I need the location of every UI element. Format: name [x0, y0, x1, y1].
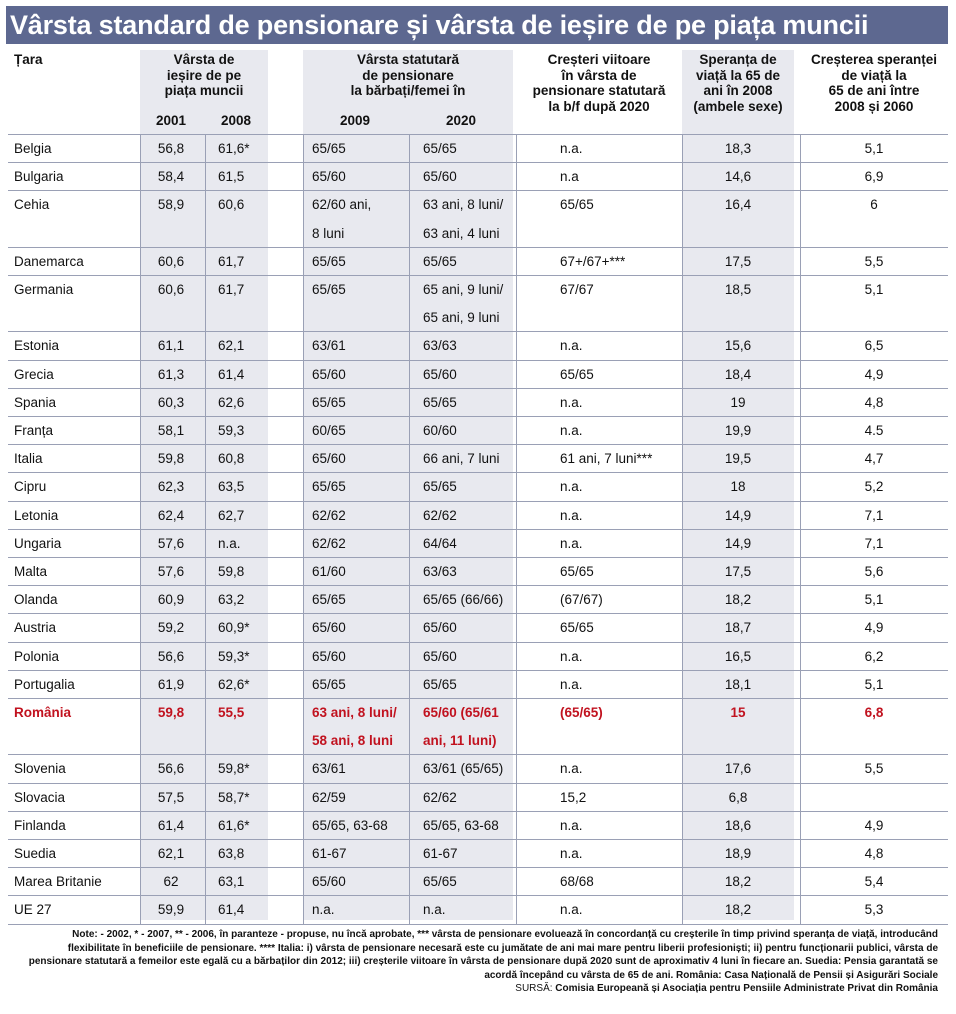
cell-s2009: 65/60	[312, 620, 346, 636]
cell-growth: 5,4	[864, 874, 884, 890]
cell-s2009: 62/62	[312, 507, 346, 523]
note-line: flexibilitate în beneficiile de pensionare. **** Italia: i) vârsta de pensionare necesară este cu jumătate de ani mai mare pentru liberii profesioniști; ii) pentru funcționarii publici, vârsta de	[67, 942, 938, 954]
header-life-expectancy: Speranța de viață la 65 de ani în 2008 (ambele sexe)	[693, 52, 783, 114]
cell-country: Estonia	[14, 338, 60, 354]
cell-s2020: 65/65	[423, 676, 457, 692]
cell-future: 65/65	[560, 197, 594, 213]
header-future: Creșteri viitoare în vârsta de pensionare statutară la b/f după 2020	[532, 52, 666, 114]
cell-country: Malta	[14, 564, 48, 579]
row-divider	[8, 162, 948, 163]
cell-s2009: 65/60	[312, 451, 346, 467]
note-line: pensionare statutară a femeilor este egală cu a bărbaților din 2012; iii) creșterile viitoare în vârsta de pensionare după 2020 sunt de aproximativ 4 luni în fiecare an. Suedia: Pensia garantată se	[28, 956, 938, 967]
notes	[12, 928, 938, 996]
cell-e2001: 60,6	[157, 282, 185, 297]
cell-s2020: 65/65	[423, 874, 457, 890]
row-divider	[8, 190, 948, 191]
cell-life: 18,6	[724, 817, 752, 833]
column-divider	[303, 134, 304, 924]
header-year-2008: 2008	[220, 113, 252, 128]
cell-life: 17,6	[724, 761, 752, 777]
cell-e2008: 61,6*	[218, 141, 250, 156]
cell-country: Finlanda	[14, 817, 66, 833]
cell-country: Portugalia	[14, 676, 75, 692]
cell-growth: 4.5	[864, 423, 884, 438]
cell-s2009: 65/65	[312, 676, 346, 692]
cell-life: 18,7	[724, 620, 752, 636]
cell-e2001: 56,6	[157, 648, 185, 664]
cell-e2008: 62,6*	[218, 676, 250, 692]
cell-future: (67/67)	[560, 592, 603, 608]
cell-future: n.a.	[560, 902, 583, 918]
cell-s2020: 65/65	[423, 141, 457, 156]
source-label: SURSĂ:	[515, 983, 553, 994]
cell-future: 65/65	[560, 564, 594, 579]
cell-e2008: 63,5	[218, 479, 245, 495]
cell-s2009: 58 ani, 8 luni	[312, 733, 394, 749]
cell-s2020: 60/60	[423, 423, 457, 438]
cell-s2009: 63/61	[312, 761, 346, 777]
cell-life: 14,9	[724, 507, 752, 523]
cell-s2020: 65/60	[423, 169, 457, 185]
cell-growth: 5,5	[864, 761, 884, 777]
cell-future: 65/65	[560, 366, 594, 382]
cell-s2009: 60/65	[312, 423, 346, 438]
cell-life: 18,4	[724, 366, 752, 382]
cell-e2001: 57,6	[157, 535, 185, 551]
cell-s2020: 62/62	[423, 507, 457, 523]
cell-growth: 5,1	[864, 592, 884, 608]
column-divider	[409, 134, 410, 924]
note-line: Note: - 2002, * - 2007, ** - 2006, în paranteze - propuse, nu încă aprobate, *** vârsta de pensionare evoluează în concordanță cu creșterile în timp privind speranța de viață, introducând	[72, 929, 938, 940]
cell-life: 18,9	[724, 846, 752, 861]
row-divider	[8, 895, 948, 896]
cell-s2009: 62/60 ani,	[312, 197, 372, 213]
cell-e2008: 61,5	[218, 169, 245, 185]
cell-e2001: 60,6	[157, 253, 185, 269]
row-divider	[8, 642, 948, 643]
cell-s2009: 8 luni	[312, 225, 345, 241]
row-divider	[8, 924, 948, 925]
cell-e2008: 61,7	[218, 282, 245, 297]
cell-growth: 4,8	[864, 846, 884, 861]
cell-s2020: 61-67	[423, 846, 458, 861]
cell-s2009: 65/65	[312, 394, 346, 410]
cell-growth: 5,5	[864, 253, 884, 269]
cell-e2008: 61,4	[218, 366, 245, 382]
row-divider	[8, 275, 948, 276]
cell-life: 18,5	[724, 282, 752, 297]
cell-growth: 4,9	[864, 620, 884, 636]
cell-growth: 6,5	[864, 338, 884, 354]
row-divider	[8, 811, 948, 812]
cell-future: n.a.	[560, 761, 583, 777]
cell-country: Spania	[14, 394, 57, 410]
cell-future: n.a	[560, 169, 579, 185]
cell-future: n.a.	[560, 676, 583, 692]
row-divider	[8, 388, 948, 389]
cell-country: Italia	[14, 451, 43, 467]
cell-life: 18,2	[724, 592, 752, 608]
cell-life: 16,4	[724, 197, 752, 213]
cell-e2001: 61,1	[157, 338, 185, 354]
row-divider	[8, 670, 948, 671]
cell-s2020: 63/61 (65/65)	[423, 761, 504, 777]
row-divider	[8, 331, 948, 332]
cell-country: Suedia	[14, 846, 57, 861]
cell-e2008: 55,5	[218, 705, 245, 720]
header-year-2001: 2001	[155, 113, 187, 128]
cell-e2001: 58,4	[157, 169, 185, 185]
cell-future: n.a.	[560, 535, 583, 551]
cell-s2020: 65 ani, 9 luni/	[423, 282, 504, 297]
row-divider	[8, 557, 948, 558]
cell-growth: 5,1	[864, 282, 884, 297]
cell-life: 17,5	[724, 253, 752, 269]
cell-future: n.a.	[560, 479, 583, 495]
cell-country: Belgia	[14, 141, 52, 156]
note-line: acordă începând cu vârsta de 65 de ani. România: Casa Națională de Pensii și Asigurări Sociale	[484, 969, 938, 981]
row-divider	[8, 867, 948, 868]
cell-country: Ungaria	[14, 535, 62, 551]
row-divider	[8, 472, 948, 473]
cell-e2008: 61,4	[218, 902, 245, 918]
cell-s2020: 62/62	[423, 789, 457, 805]
cell-s2020: 65 ani, 9 luni	[423, 310, 500, 326]
row-divider	[8, 613, 948, 614]
cell-e2008: 61,7	[218, 253, 245, 269]
row-divider	[8, 444, 948, 445]
cell-s2020: 63/63	[423, 564, 457, 579]
cell-growth: 5,3	[864, 902, 884, 918]
cell-future: n.a.	[560, 338, 583, 354]
cell-growth: 5,1	[864, 676, 884, 692]
cell-growth: 7,1	[864, 507, 884, 523]
cell-s2020: 64/64	[423, 535, 457, 551]
cell-e2001: 57,6	[157, 564, 185, 579]
cell-s2009: 63/61	[312, 338, 346, 354]
cell-future: n.a.	[560, 141, 583, 156]
cell-e2001: 62,3	[157, 479, 185, 495]
cell-future: 67+/67+***	[560, 253, 626, 269]
cell-country: România	[14, 705, 72, 720]
cell-future: n.a.	[560, 423, 583, 438]
cell-e2008: 60,8	[218, 451, 245, 467]
cell-life: 19	[730, 394, 746, 410]
cell-life: 17,5	[724, 564, 752, 579]
cell-e2001: 61,9	[157, 676, 185, 692]
cell-growth: 6,8	[864, 705, 884, 720]
cell-s2009: 65/60	[312, 874, 346, 890]
cell-country: Bulgaria	[14, 169, 64, 185]
cell-s2020: 65/65	[423, 253, 457, 269]
cell-s2020: 65/60	[423, 620, 457, 636]
row-divider	[8, 501, 948, 502]
cell-country: Austria	[14, 620, 57, 636]
cell-s2009: n.a.	[312, 902, 335, 918]
cell-e2001: 57,5	[157, 789, 185, 805]
cell-future: 15,2	[560, 789, 587, 805]
header-statutory: Vârsta statutară de pensionare la bărbați/femei în	[350, 52, 466, 98]
cell-s2020: n.a.	[423, 902, 446, 918]
cell-s2009: 65/60	[312, 648, 346, 664]
row-divider	[8, 698, 948, 699]
cell-e2001: 59,8	[157, 451, 185, 467]
row-divider	[8, 754, 948, 755]
header-growth: Creșterea speranței de viață la 65 de ani între 2008 și 2060	[810, 52, 938, 114]
cell-e2008: 59,3*	[218, 648, 250, 664]
cell-s2009: 62/59	[312, 789, 346, 805]
row-divider	[8, 360, 948, 361]
cell-country: UE 27	[14, 902, 52, 918]
cell-s2009: 61/60	[312, 564, 346, 579]
cell-country: Olanda	[14, 592, 58, 608]
cell-e2001: 56,6	[157, 761, 185, 777]
cell-e2001: 61,4	[157, 817, 185, 833]
cell-country: Germania	[14, 282, 74, 297]
cell-future: n.a.	[560, 817, 583, 833]
cell-life: 15	[730, 705, 746, 720]
row-divider	[8, 134, 948, 135]
cell-e2001: 58,9	[157, 197, 185, 213]
cell-s2009: 65/65	[312, 479, 346, 495]
cell-e2001: 60,9	[157, 592, 185, 608]
cell-e2001: 61,3	[157, 366, 185, 382]
source-text: Comisia Europeană și Asociația pentru Pensiile Administrate Privat din România	[555, 983, 938, 994]
cell-e2001: 62,4	[157, 507, 185, 523]
cell-future: n.a.	[560, 394, 583, 410]
cell-s2020: 66 ani, 7 luni	[423, 451, 500, 467]
cell-future: 68/68	[560, 874, 594, 890]
cell-country: Slovenia	[14, 761, 66, 777]
cell-growth: 5,2	[864, 479, 884, 495]
cell-e2008: 58,7*	[218, 789, 250, 805]
row-divider	[8, 839, 948, 840]
cell-growth: 6	[870, 197, 878, 213]
row-divider	[8, 783, 948, 784]
cell-life: 18,2	[724, 874, 752, 890]
cell-e2008: 60,9*	[218, 620, 250, 636]
cell-e2008: 62,1	[218, 338, 245, 354]
cell-e2001: 59,9	[157, 902, 185, 918]
cell-s2020: 63 ani, 8 luni/	[423, 197, 504, 213]
cell-country: Franța	[14, 423, 54, 438]
cell-growth: 6,2	[864, 648, 884, 664]
cell-e2008: n.a.	[218, 535, 241, 551]
cell-s2020: 65/60 (65/61	[423, 705, 499, 720]
cell-e2008: 62,6	[218, 394, 245, 410]
cell-life: 19,5	[724, 451, 752, 467]
cell-future: 65/65	[560, 620, 594, 636]
cell-country: Polonia	[14, 648, 60, 664]
cell-growth: 7,1	[864, 535, 884, 551]
cell-s2009: 65/60	[312, 169, 346, 185]
cell-e2001: 60,3	[157, 394, 185, 410]
cell-e2008: 62,7	[218, 507, 245, 523]
cell-e2001: 56,8	[157, 141, 185, 156]
cell-s2020: 65/60	[423, 366, 457, 382]
cell-s2020: 63/63	[423, 338, 457, 354]
cell-future: 67/67	[560, 282, 594, 297]
cell-future: 61 ani, 7 luni***	[560, 451, 653, 467]
cell-life: 15,6	[724, 338, 752, 354]
cell-country: Letonia	[14, 507, 59, 523]
header-year-2020: 2020	[445, 113, 477, 128]
cell-s2009: 63 ani, 8 luni/	[312, 705, 397, 720]
cell-s2009: 65/65, 63-68	[312, 817, 388, 833]
cell-e2001: 59,2	[157, 620, 185, 636]
cell-life: 16,5	[724, 648, 752, 664]
cell-life: 14,9	[724, 535, 752, 551]
cell-country: Cehia	[14, 197, 50, 213]
cell-s2009: 62/62	[312, 535, 346, 551]
cell-e2001: 58,1	[157, 423, 185, 438]
cell-growth: 5,1	[864, 141, 884, 156]
header-country: Țara	[14, 52, 43, 67]
cell-s2020: 65/60	[423, 648, 457, 664]
row-divider	[8, 585, 948, 586]
column-divider	[205, 134, 206, 924]
row-divider	[8, 529, 948, 530]
cell-country: Marea Britanie	[14, 874, 102, 890]
cell-future: (65/65)	[560, 705, 603, 720]
cell-s2020: ani, 11 luni)	[423, 733, 497, 749]
cell-country: Slovacia	[14, 789, 66, 805]
cell-s2020: 65/65, 63-68	[423, 817, 499, 833]
cell-country: Danemarca	[14, 253, 84, 269]
cell-future: n.a.	[560, 507, 583, 523]
cell-life: 18	[730, 479, 746, 495]
cell-s2009: 61-67	[312, 846, 347, 861]
cell-life: 18,2	[724, 902, 752, 918]
cell-growth: 4,9	[864, 817, 884, 833]
cell-e2008: 60,6	[218, 197, 245, 213]
cell-growth: 4,8	[864, 394, 884, 410]
cell-s2020: 65/65	[423, 394, 457, 410]
header-exit-age: Vârsta de ieșire de pe piața muncii	[164, 52, 244, 98]
cell-country: Cipru	[14, 479, 47, 495]
cell-e2008: 59,8	[218, 564, 245, 579]
cell-growth: 4,9	[864, 366, 884, 382]
cell-e2001: 62	[163, 874, 179, 890]
cell-s2009: 65/65	[312, 592, 346, 608]
cell-e2008: 63,2	[218, 592, 245, 608]
cell-e2008: 59,8*	[218, 761, 250, 777]
cell-life: 14,6	[724, 169, 752, 185]
cell-growth: 5,6	[864, 564, 884, 579]
cell-s2020: 65/65	[423, 479, 457, 495]
cell-e2001: 59,8	[157, 705, 185, 720]
page-title: Vârsta standard de pensionare și vârsta de ieșire de pe piața muncii	[6, 6, 948, 44]
cell-life: 6,8	[728, 789, 748, 805]
cell-s2009: 65/65	[312, 253, 346, 269]
cell-s2020: 63 ani, 4 luni	[423, 225, 500, 241]
cell-growth: 4,7	[864, 451, 884, 467]
cell-future: n.a.	[560, 648, 583, 664]
cell-life: 18,3	[724, 141, 752, 156]
cell-e2008: 61,6*	[218, 817, 250, 833]
cell-e2008: 63,8	[218, 846, 245, 861]
cell-life: 18,1	[724, 676, 752, 692]
cell-e2008: 63,1	[218, 874, 245, 890]
cell-life: 19,9	[724, 423, 752, 438]
source-line	[12, 982, 938, 996]
cell-s2020: 65/65 (66/66)	[423, 592, 504, 608]
cell-growth: 6,9	[864, 169, 884, 185]
cell-s2009: 65/60	[312, 366, 346, 382]
row-divider	[8, 247, 948, 248]
cell-s2009: 65/65	[312, 282, 346, 297]
cell-s2009: 65/65	[312, 141, 346, 156]
cell-e2001: 62,1	[157, 846, 185, 861]
cell-e2008: 59,3	[218, 423, 245, 438]
cell-future: n.a.	[560, 846, 583, 861]
header-year-2009: 2009	[339, 113, 371, 128]
row-divider	[8, 416, 948, 417]
cell-country: Grecia	[14, 366, 54, 382]
